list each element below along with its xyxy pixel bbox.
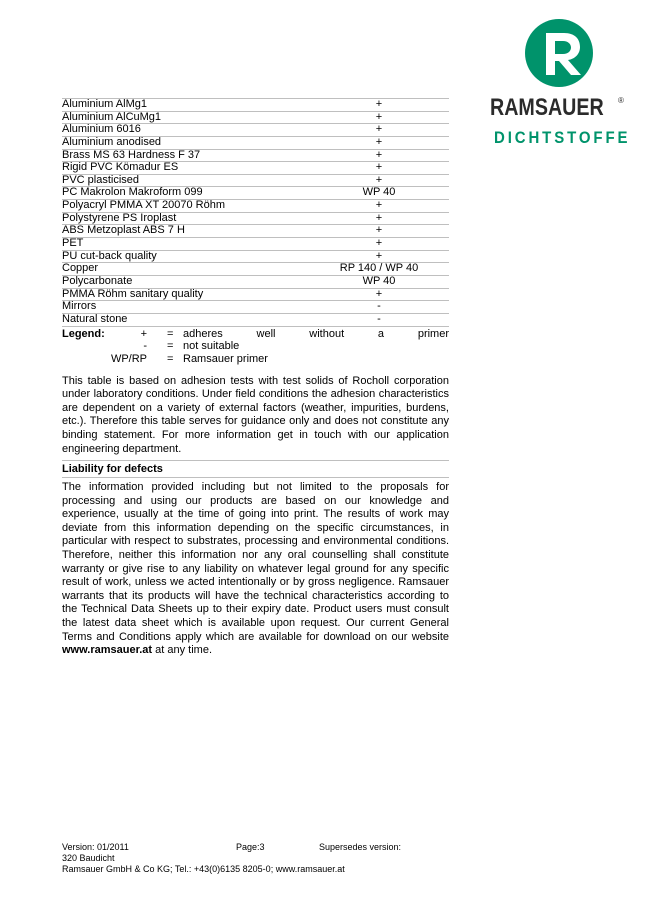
r-logo-icon (524, 18, 594, 88)
table-row (62, 263, 449, 276)
material-cell: ABS Metzoplast ABS 7 H (62, 225, 309, 238)
material-cell: Natural stone (62, 313, 309, 326)
material-cell: PC Makrolon Makroform 099 (62, 187, 309, 200)
legend-description: adheres well without a primer (183, 327, 449, 340)
material-cell: PMMA Röhm sanitary quality (62, 288, 309, 301)
legend (62, 328, 449, 366)
adhesion-value-cell: RP 140 / WP 40 (309, 263, 449, 276)
adhesion-value-cell: WP 40 (309, 275, 449, 288)
adhesion-value-cell: + (309, 136, 449, 149)
website-link[interactable]: www.ramsauer.at (62, 644, 153, 657)
table-row (62, 212, 449, 225)
footer-company: Ramsauer GmbH & Co KG; Tel.: +43(0)6135 8205-0; www.ramsauer.at (62, 864, 345, 874)
divider (62, 477, 449, 478)
adhesion-value-cell: + (309, 124, 449, 137)
liability-heading: Liability for defects (62, 463, 163, 476)
material-cell: Aluminium AlCuMg1 (62, 111, 309, 124)
legend-symbol: WP/RP (110, 352, 147, 365)
material-cell: PET (62, 238, 309, 251)
table-row (62, 111, 449, 124)
table-row (62, 99, 449, 112)
table-row (62, 301, 449, 314)
adhesion-value-cell: - (309, 301, 449, 314)
adhesion-value-cell: + (309, 149, 449, 162)
adhesion-value-cell: + (309, 238, 449, 251)
adhesion-value-cell: + (309, 288, 449, 301)
table-row (62, 275, 449, 288)
table-row (62, 250, 449, 263)
table-row (62, 162, 449, 175)
table-row (62, 174, 449, 187)
material-cell: Polycarbonate (62, 275, 309, 288)
adhesion-table (62, 98, 449, 327)
table-row (62, 187, 449, 200)
intro-paragraph: This table is based on adhesion tests with test solids of Rocholl corporation under laboratory conditions. Under field conditions the adhesion characteristics are dependent on a variety of external factors (weather, impurities, burdens, etc.). Therefore this table serves for guidance only and does not constitute any binding statement. For more information get in touch with our application engineering department. (62, 374, 449, 455)
table-row (62, 149, 449, 162)
table-row (62, 313, 449, 326)
material-cell: Brass MS 63 Hardness F 37 (62, 149, 309, 162)
table-row (62, 238, 449, 251)
footer-product: 320 Baudicht (62, 853, 115, 863)
legend-equals: = (167, 327, 174, 340)
legend-equals: = (167, 340, 174, 353)
adhesion-value-cell: + (309, 250, 449, 263)
brand-name: RAMSAUER (490, 94, 604, 121)
adhesion-value-cell: + (309, 111, 449, 124)
legend-description: Ramsauer primer (183, 352, 268, 365)
adhesion-value-cell: + (309, 225, 449, 238)
material-cell: Aluminium 6016 (62, 124, 309, 137)
adhesion-value-cell: + (309, 212, 449, 225)
legend-equals: = (167, 352, 174, 365)
material-cell: Mirrors (62, 301, 309, 314)
material-cell: PVC plasticised (62, 174, 309, 187)
adhesion-value-cell: + (309, 174, 449, 187)
material-cell: Copper (62, 263, 309, 276)
divider (62, 460, 449, 461)
adhesion-value-cell: WP 40 (309, 187, 449, 200)
table-row (62, 124, 449, 137)
main-content (62, 98, 449, 658)
liability-paragraph: The information provided including but not limited to the proposals for processing and using our products are based on our knowledge and experience, usually at the time of going into print. The results of work may deviate from this information depending on the specific circumstances, in particular with respect to substrates, processing and environmental conditions. Therefore, neither this information nor any oral counselling shall constitute warranty or give rise to any liability on whatever legal ground for any specific result of work, unless we acted intentionally or by gross negligence. Ramsauer warrants that its products will have the technical characteristics according to the Technical Data Sheets up to their expiry date. Product users must consult the latest data sheet which is available upon request. Our current General Terms and Conditions apply which are available for download on our website www.ramsauer.at at any time. (62, 481, 449, 657)
adhesion-value-cell: + (309, 99, 449, 112)
adhesion-value-cell: + (309, 162, 449, 175)
material-cell: Rigid PVC Kömadur ES (62, 162, 309, 175)
material-cell: PU cut-back quality (62, 250, 309, 263)
material-cell: Polystyrene PS Iroplast (62, 212, 309, 225)
legend-description: not suitable (183, 340, 240, 353)
material-cell: Aluminium anodised (62, 136, 309, 149)
table-row (62, 200, 449, 213)
adhesion-value-cell: + (309, 200, 449, 213)
legend-symbol: - (143, 340, 147, 353)
material-cell: Polyacryl PMMA XT 20070 Röhm (62, 200, 309, 213)
adhesion-value-cell: - (309, 313, 449, 326)
page-footer (62, 842, 462, 875)
legend-title: Legend: (62, 327, 105, 340)
registered-mark: ® (618, 96, 624, 105)
legend-symbol: + (140, 327, 147, 340)
table-row (62, 225, 449, 238)
material-cell: Aluminium AlMg1 (62, 99, 309, 112)
footer-supersedes: Supersedes version: (319, 842, 402, 852)
table-row (62, 288, 449, 301)
footer-page: Page:3 (236, 842, 265, 852)
brand-subtitle: DICHTSTOFFE (494, 128, 631, 147)
table-row (62, 136, 449, 149)
footer-version: Version: 01/2011 (62, 842, 129, 852)
